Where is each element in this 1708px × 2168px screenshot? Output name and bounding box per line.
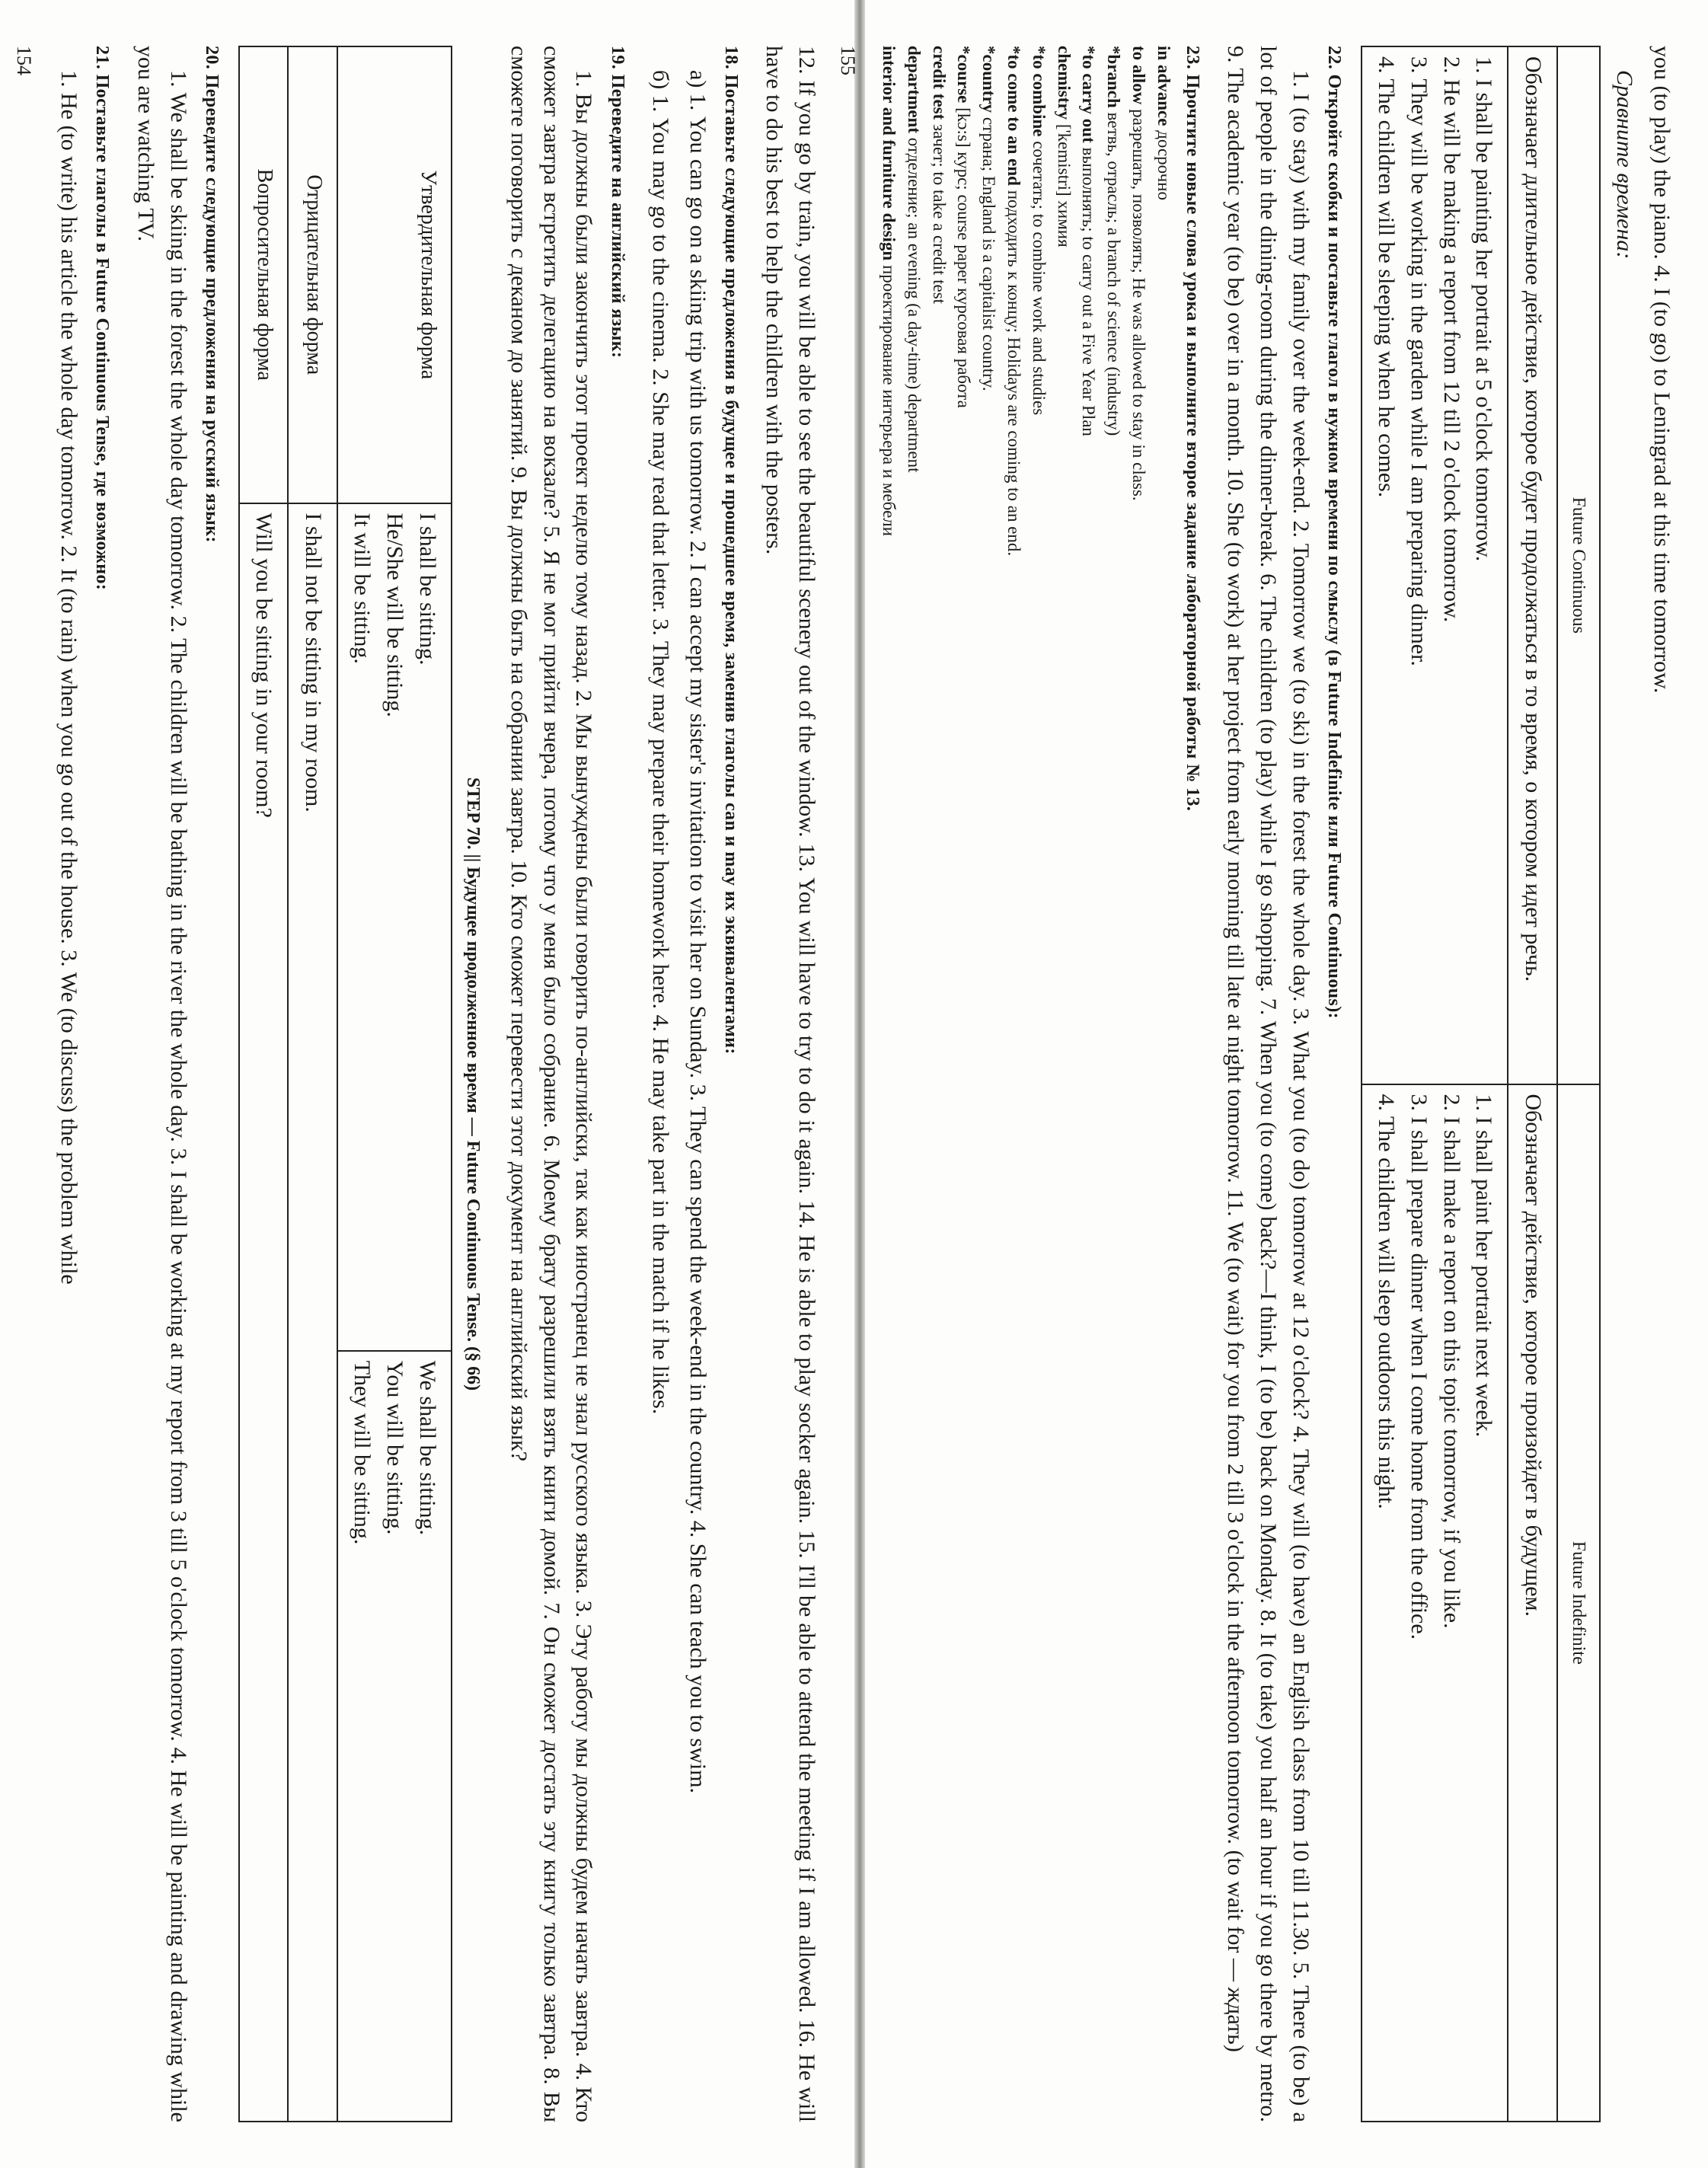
exercise-19-heading: 19. Переведите на английский язык: xyxy=(607,46,627,359)
table-row xyxy=(288,46,337,2122)
exercise-18-heading: 18. Поставьте следующие предложения в будущее и прошедшее время, заменив глаголы can и may их эквивалентами: xyxy=(720,46,741,1055)
compare-title: Сравните времена: xyxy=(1612,70,1638,260)
page-number: 155 xyxy=(837,46,860,75)
vocab-term: *to combine xyxy=(1029,46,1049,137)
column-header: Future Indefinite xyxy=(1557,1084,1600,2122)
table-row xyxy=(1508,46,1557,2122)
vocab-definition: зачет; to take a credit test xyxy=(929,124,949,305)
vocab-definition: [kɔ:s] курс; course paper курсовая работа xyxy=(954,107,974,408)
exercise-19-text: 1. Вы должны были закончить этот проект неделю тому назад. 2. Мы вынуждены были говорить по-английски, так как иностранец не знал русского языка. 3. Эту работу мы должны будем начать завтра. 4. Кто сможет завтра встретить делегацию на вокзале? 5. Я не мог прийти вчера, потому что у меня было собрание. 6. Моему брату разрешили взять книги домой. 7. Он сможет достать эту книгу только завтра. 8. Вы сможете поговорить с деканом до занятий. 9. Вы должны быть на собрании завтра. 10. Кто сможет перевести этот документ на английский язык? xyxy=(506,46,597,2122)
vocab-definition: страна; England is a capitalist country. xyxy=(979,117,999,391)
vocab-definition: ветвь, отрасль; a branch of science (industry) xyxy=(1104,112,1124,436)
table-cell: Обозначает длительное действие, которое будет продолжаться в то время, о котором идет речь. xyxy=(1508,46,1557,1084)
exercise-22-heading: 22. Откройте скобки и поставьте глагол в нужном времени по смыслу (в Future Indefinite или Future Continuous): xyxy=(1323,46,1344,1020)
exercise-18-part-a: а) 1. You can go on a skiing trip with us tomorrow. 2. I can accept my sister's invitation to visit her on Sunday. 3. They can spend the week-end in the country. 4. She can teach you to swim. xyxy=(685,70,710,1794)
table-cell: 1. I shall paint her portrait next week. 2. I shall make a report on this topic tomorrow, if you like. 3. I shall prepare dinner when I come home from the office. 4. The children will sleep outdoors this night. xyxy=(1362,1084,1508,2122)
list-item xyxy=(976,46,1000,2122)
vocab-term: chemistry xyxy=(1054,46,1074,120)
row-label: Отрицательная форма xyxy=(288,46,337,503)
row-label: Вопросительная форма xyxy=(239,46,289,503)
vocab-definition: выполнять; to carry out a Five Year Plan xyxy=(1079,147,1099,436)
vocab-term: *course xyxy=(954,46,974,104)
vocab-term: *to come to an end xyxy=(1004,46,1023,186)
vocab-term: credit test xyxy=(929,46,949,120)
exercise-18-part-b: б) 1. You may go to the cinema. 2. She may read that letter. 3. They may prepare their homework here. 4. He may take part in the match if he likes. xyxy=(648,70,674,1415)
vocab-definition: проектирование интерьера и мебели xyxy=(879,264,899,537)
page-number: 154 xyxy=(12,46,35,75)
table-row xyxy=(239,46,289,2122)
vocab-term: *to carry out xyxy=(1079,46,1099,143)
vocabulary-list xyxy=(876,46,1175,2122)
vocab-term: interior and furniture design xyxy=(879,46,899,261)
vocab-definition: разрешать, позволять; He was allowed to stay in class. xyxy=(1129,109,1149,501)
vocab-definition: отделение; an evening (a day-time) department xyxy=(904,137,924,473)
table-row xyxy=(337,46,452,2122)
exercise-23-heading: 23. Прочтите новые слова урока и выполните второе задание лабораторной работы № 13. xyxy=(1182,46,1202,812)
compare-tenses-table xyxy=(1361,46,1601,2122)
exercise-21-text: 1. He (to write) his article the whole day tomorrow. 2. It (to rain) when you go out of the house. 3. We (to discuss) the problem while xyxy=(56,70,82,1285)
vocab-term: in advance xyxy=(1154,46,1173,126)
vocab-term: *country xyxy=(979,46,999,113)
list-item xyxy=(927,46,950,2122)
future-continuous-table xyxy=(238,46,452,2122)
list-item xyxy=(1151,46,1175,2122)
list-item xyxy=(1052,46,1075,2122)
list-item xyxy=(876,46,900,2122)
table-cell: 1. I shall be painting her portrait at 5 o'clock tomorrow. 2. He will be making a report from 12 till 2 o'clock tomorrow. 3. They will be working in the garden while I am preparing dinner. 4. The children will be sleeping when he comes. xyxy=(1362,46,1508,1084)
list-item xyxy=(952,46,975,2122)
table-cell: Обозначает действие, которое произойдет в будущем. xyxy=(1508,1084,1557,2122)
exercise-21-heading: 21. Поставьте глаголы в Future Continuous Tense, где возможно: xyxy=(92,46,113,591)
paragraph-continued: you (to play) the piano. 4. I (to go) to Leningrad at this time tomorrow. xyxy=(1649,46,1674,694)
vocab-term: *branch xyxy=(1104,46,1124,108)
list-item xyxy=(1077,46,1100,2122)
exercise-22-text: 1. I (to stay) with my family over the week-end. 2. Tomorrow we (to ski) in the forest the whole day. 3. What you (to do) tomorrow at 12 o'clock? 4. They will (to have) an English class from 10 till 11.30. 5. There (to be) a lot of people in the dining-room during the dinner-break. 6. The children (to play) while I go shopping. 7. When you (to come) back?—I think, I (to be) back on Monday. 8. It (to take) you half an hour if you go there by metro. 9. The academic year (to be) over in a month. 10. She (to work) at her project from early morning till late at night tomorrow. 11. We (to wait) for you from 2 till 3 o'clock in the afternoon tomorrow. (to wait for — ждать) xyxy=(1223,46,1314,2122)
table-header-row xyxy=(1557,46,1600,2122)
row-label: Утвердительная форма xyxy=(337,46,452,503)
table-cell: Will you be sitting in your room? xyxy=(239,503,289,2122)
list-item xyxy=(1101,46,1125,2122)
table-cell: I shall not be sitting in my room. xyxy=(288,503,337,2122)
right-page xyxy=(837,0,1708,2168)
left-page xyxy=(0,0,853,2168)
vocab-term: to allow xyxy=(1129,46,1149,105)
vocab-definition: сочетать; to combine work and studies xyxy=(1029,141,1049,416)
vocab-definition: подходить к концу; Holidays are coming to an end. xyxy=(1004,190,1023,557)
list-item xyxy=(1126,46,1150,2122)
list-item xyxy=(1001,46,1025,2122)
exercise-20-text: 1. We shall be skiing in the forest the whole day tomorrow. 2. The children will be bathing in the river the whole day. 3. I shall be working at my report from 3 till 5 o'clock tomorrow. 4. He will be painting and drawing while you are watching TV. xyxy=(132,46,191,2122)
exercise-20-heading: 20. Переведите следующие предложения на русский язык: xyxy=(201,46,222,543)
column-header: Future Continuous xyxy=(1557,46,1600,1084)
vocab-term: department xyxy=(904,46,924,133)
paragraph-continued: 12. If you go by train, you will be able to see the beautiful scenery out of the window. 13. You will have to try to do it again. 14. He is able to play socker again. 15. I'll be able to attend the meeting if I am allowed. 16. He will have to do his best to help the children with the posters. xyxy=(761,46,819,2122)
table-cell: I shall be sitting. He/She will be sitting. It will be sitting. xyxy=(337,503,452,1351)
table-cell: We shall be sitting. You will be sitting. They will be sitting. xyxy=(337,1351,452,2122)
table-row xyxy=(1362,46,1508,2122)
list-item xyxy=(902,46,925,2122)
list-item xyxy=(1026,46,1050,2122)
step-70-title: STEP 70. || Будущее продолженное время — Future Continuous Tense. (§ 66) xyxy=(462,777,483,1391)
vocab-definition: ['kemistri] химия xyxy=(1054,123,1074,247)
vocab-definition: досрочно xyxy=(1154,130,1173,200)
